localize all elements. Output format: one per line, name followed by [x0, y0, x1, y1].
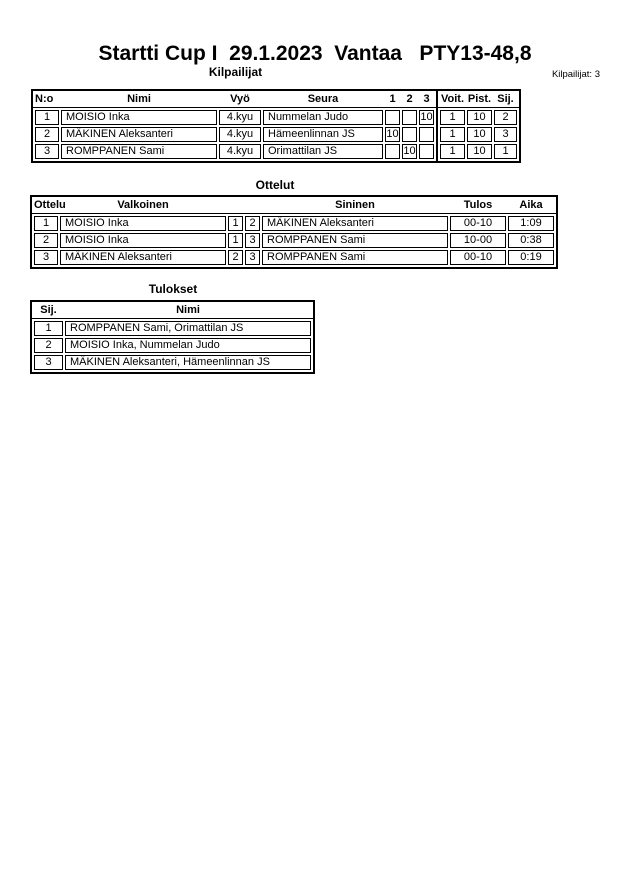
- crosstable-score: [419, 144, 434, 159]
- match-number: 1: [34, 216, 58, 231]
- place-value: 3: [494, 127, 517, 142]
- competitors-header-row: [33, 91, 436, 108]
- competitor-club: Orimattilan JS: [263, 144, 383, 159]
- table-row: [438, 127, 519, 142]
- points-value: 10: [467, 127, 492, 142]
- col-header-pist: Pist.: [467, 93, 492, 105]
- blue-player-number: 3: [245, 233, 260, 248]
- results-table: [30, 300, 315, 374]
- table-row: [32, 321, 313, 336]
- match-number: 3: [34, 250, 58, 265]
- result-place: 2: [34, 338, 63, 353]
- col-header-tulos: Tulos: [463, 199, 493, 211]
- competitor-belt: 4.kyu: [219, 144, 261, 159]
- result-place: 1: [34, 321, 63, 336]
- col-header-sij: Sij.: [497, 93, 514, 105]
- competitor-belt: 4.kyu: [219, 110, 261, 125]
- col-header-ottelu: Ottelu: [34, 199, 66, 211]
- match-score: 00-10: [450, 250, 506, 265]
- competitor-number: 1: [35, 110, 59, 125]
- competitor-name: MÄKINEN Aleksanteri: [61, 127, 217, 142]
- table-row: [33, 144, 436, 159]
- matches-header-row: [32, 197, 556, 214]
- place-value: 2: [494, 110, 517, 125]
- page-title: Startti Cup I 29.1.2023 Vantaa PTY13-48,8: [98, 42, 532, 65]
- col-header-vyo: Vyö: [230, 93, 250, 105]
- crosstable-score: 10: [386, 128, 399, 140]
- competitors-standings-section: [436, 91, 519, 161]
- wins-value: 1: [440, 127, 465, 142]
- standings-header-row: [438, 91, 519, 108]
- match-score: 10-00: [450, 233, 506, 248]
- matches-section: [32, 197, 556, 267]
- table-row: [438, 144, 519, 159]
- col-header-aika: Aika: [519, 199, 543, 211]
- blue-player-name: ROMPPANEN Sami: [262, 233, 448, 248]
- competitor-belt: 4.kyu: [219, 127, 261, 142]
- wins-value: 1: [440, 144, 465, 159]
- table-row: [33, 127, 436, 142]
- result-name: ROMPPANEN Sami, Orimattilan JS: [65, 321, 311, 336]
- white-player-number: 1: [228, 233, 243, 248]
- place-value: 1: [494, 144, 517, 159]
- competitors-body: [33, 108, 436, 161]
- match-time: 0:19: [508, 250, 554, 265]
- competitors-table: [31, 89, 521, 163]
- results-body: [32, 319, 313, 372]
- white-player-name: MOISIO Inka: [60, 233, 226, 248]
- white-player-name: MÄKINEN Aleksanteri: [60, 250, 226, 265]
- col-header-nimi: Nimi: [127, 93, 151, 105]
- competitor-name: ROMPPANEN Sami: [61, 144, 217, 159]
- white-player-number: 1: [228, 216, 243, 231]
- competitor-name: MOISIO Inka: [61, 110, 217, 125]
- competitors-section-label: Kilpailijat: [208, 65, 263, 79]
- match-score: 00-10: [450, 216, 506, 231]
- result-place: 3: [34, 355, 63, 370]
- competitor-club: Hämeenlinnan JS: [263, 127, 383, 142]
- points-value: 10: [467, 110, 492, 125]
- matches-body: [32, 214, 556, 267]
- competitor-club: Nummelan Judo: [263, 110, 383, 125]
- col-header-valkoinen: Valkoinen: [117, 199, 169, 211]
- col-header-voit: Voit.: [440, 93, 464, 105]
- blue-player-number: 2: [245, 216, 260, 231]
- col-header-3: 3: [423, 93, 430, 105]
- col-header-1: 1: [389, 93, 396, 105]
- wins-value: 1: [440, 110, 465, 125]
- matches-section-label: Ottelut: [255, 178, 295, 192]
- col-header-2: 2: [406, 93, 413, 105]
- competitors-count: Kilpailijat: 3: [551, 69, 600, 80]
- result-name: MOISIO Inka, Nummelan Judo: [65, 338, 311, 353]
- col-header-sininen: Sininen: [335, 199, 375, 211]
- white-player-number: 2: [228, 250, 243, 265]
- match-number: 2: [34, 233, 58, 248]
- points-value: 10: [467, 144, 492, 159]
- competitor-number: 2: [35, 127, 59, 142]
- matches-table: [30, 195, 558, 269]
- blue-player-name: ROMPPANEN Sami: [262, 250, 448, 265]
- match-time: 1:09: [508, 216, 554, 231]
- results-section: [32, 302, 313, 372]
- table-row: [32, 250, 556, 265]
- crosstable-score: [385, 110, 400, 125]
- white-player-name: MOISIO Inka: [60, 216, 226, 231]
- crosstable-score: 10: [420, 111, 433, 123]
- table-row: [32, 355, 313, 370]
- table-row: [32, 233, 556, 248]
- match-time: 0:38: [508, 233, 554, 248]
- competitor-number: 3: [35, 144, 59, 159]
- crosstable-score: [402, 127, 417, 142]
- crosstable-score: 10: [403, 145, 416, 157]
- col-header-no: N:o: [35, 93, 54, 105]
- crosstable-score: [402, 110, 417, 125]
- table-row: [33, 110, 436, 125]
- table-row: [32, 338, 313, 353]
- blue-player-name: MÄKINEN Aleksanteri: [262, 216, 448, 231]
- results-header-row: [32, 302, 313, 319]
- col-header-seura: Seura: [307, 93, 339, 105]
- competitors-main-section: [33, 91, 436, 161]
- results-section-label: Tulokset: [148, 282, 198, 296]
- table-row: [438, 110, 519, 125]
- col-header-sij-result: Sij.: [40, 304, 57, 316]
- standings-body: [438, 108, 519, 161]
- table-row: [32, 216, 556, 231]
- crosstable-score: [385, 144, 400, 159]
- result-name: MÄKINEN Aleksanteri, Hämeenlinnan JS: [65, 355, 311, 370]
- crosstable-score: [419, 127, 434, 142]
- blue-player-number: 3: [245, 250, 260, 265]
- col-header-nimi-result: Nimi: [176, 304, 200, 316]
